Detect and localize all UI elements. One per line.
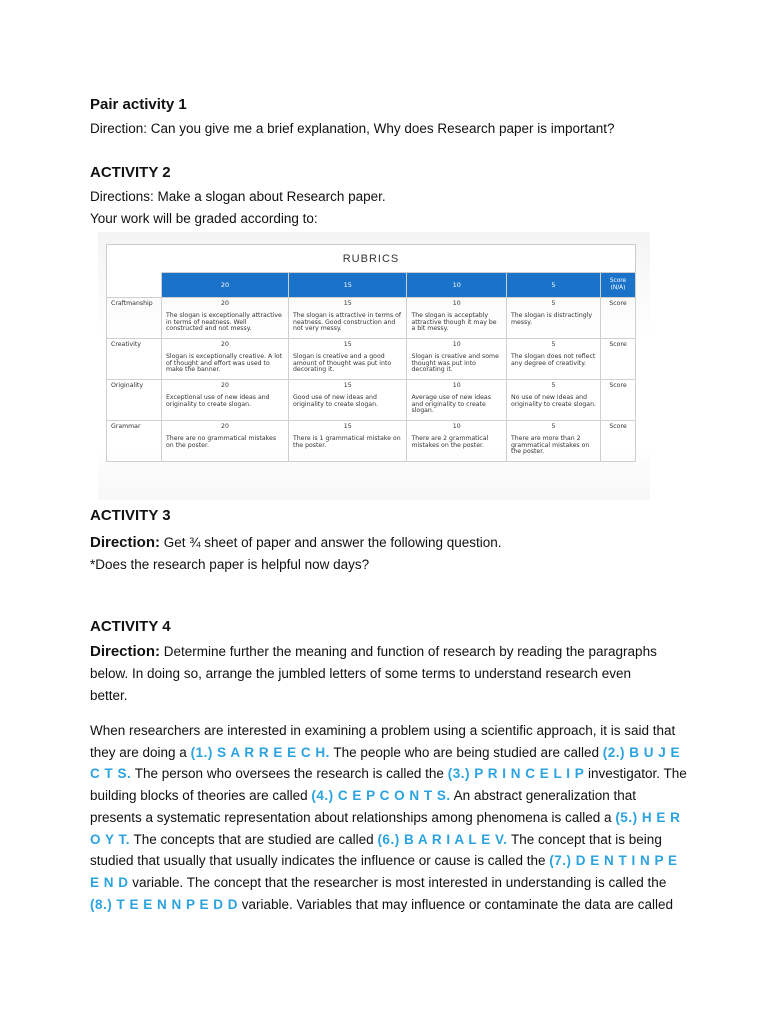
activity2-graded-text: Your work will be graded according to:	[90, 211, 318, 226]
rubric-cell-points: 20	[221, 300, 229, 307]
rubric-cell	[506, 298, 600, 339]
rubric-cell-description: Slogan is creative and some thought was put into decorating it.	[411, 353, 499, 374]
rubric-header-cell: 5	[506, 273, 600, 298]
rubric-cell	[288, 298, 407, 339]
rubric-cell	[407, 380, 506, 421]
activity3-direction	[90, 532, 502, 554]
rubric-cell-description: The slogan is distractingly messy.	[510, 312, 593, 326]
paragraph-text: An abstract generalization that presents a systematic representation about relationships among phenomena is called a	[90, 788, 637, 825]
rubric-score-cell: Score	[601, 298, 636, 339]
paragraph-text: The people who are being studied are called	[329, 744, 603, 760]
paragraph-text: The person who oversees the research is called the	[131, 766, 448, 782]
jumbled-term: (5.) H E R O Y T.	[90, 809, 681, 847]
jumbled-term: (2.) B U J E C T S.	[90, 744, 681, 782]
rubric-title: RUBRICS	[106, 244, 636, 273]
rubric-row	[107, 298, 636, 339]
paragraph-text: variable. The concept that the researcher is most interested in understanding is called the	[128, 874, 667, 890]
rubric-cell	[288, 339, 407, 380]
jumbled-term: (1.) S A R R E E C H.	[190, 744, 330, 760]
rubric-cell-description: There is 1 grammatical mistake on the poster.	[292, 435, 401, 449]
activity4-direction-line3: better.	[90, 688, 128, 703]
rubric-cell-points: 10	[452, 423, 461, 430]
paragraph-text: investigator. The building blocks of theories are called	[90, 766, 687, 804]
paragraph-text: The concepts that are studied are called	[130, 831, 378, 847]
rubric-row	[107, 380, 636, 421]
rubric-cell	[162, 421, 289, 462]
activity4-direction-text: Determine further the meaning and function of research by reading the paragraphs	[163, 644, 657, 659]
rubric-cell	[506, 380, 600, 421]
paragraph-text: variable. Variables that may influence or contaminate the data are called	[238, 896, 674, 912]
rubric-cell	[288, 421, 407, 462]
activity2-direction: Directions: Make a slogan about Research paper.	[90, 189, 386, 204]
rubric-score-cell: Score	[601, 380, 636, 421]
rubric-cell-description: The slogan is exceptionally attractive in terms of neatness. Well constructed and not messy.	[166, 312, 282, 333]
rubric-cell-points: 20	[221, 423, 229, 430]
rubric-cell-description: The slogan is acceptably attractive though it may be a bit messy.	[411, 312, 497, 333]
paragraph-text: The concept that is being studied that usually that usually indicates the influence or cause is called the	[90, 831, 662, 869]
jumbled-term: (4.) C E P C O N T S.	[311, 788, 451, 804]
rubric-cell	[288, 380, 407, 421]
rubric-header-score: Score (N/A)	[601, 273, 636, 298]
jumbled-term: (3.) P R I N C E L I P	[447, 766, 585, 782]
activity3-direction-text: Get ¾ sheet of paper and answer the following question.	[163, 535, 502, 550]
rubric-table	[106, 272, 636, 462]
activity4-direction-label: Direction:	[90, 643, 161, 660]
rubric-cell-points: 5	[551, 423, 556, 430]
rubric-header-cell: 15	[288, 273, 407, 298]
rubric-cell	[162, 380, 289, 421]
rubric-cell-description: The slogan does not reflect any degree of creativity.	[510, 353, 596, 367]
rubric-header-cell: 20	[162, 273, 289, 298]
rubric-cell	[407, 339, 506, 380]
activity3-direction-label: Direction:	[90, 534, 161, 551]
rubric-cell	[506, 421, 600, 462]
rubric-cell-description: Average use of new ideas and originality to create slogan.	[411, 394, 491, 415]
rubric-cell-points: 15	[343, 341, 352, 348]
rubric-cell	[162, 298, 289, 339]
activity3-question: *Does the research paper is helpful now days?	[90, 557, 370, 572]
rubric-cell	[506, 339, 600, 380]
jumbled-term: (8.) T E E N N P E D D	[90, 896, 239, 912]
activity4-paragraph	[90, 720, 690, 915]
rubric-criterion: Grammar	[107, 421, 162, 462]
rubric-cell-description: There are no grammatical mistakes on the poster.	[166, 435, 277, 449]
rubric-criterion: Originality	[107, 380, 162, 421]
rubric-cell	[162, 339, 289, 380]
rubric-cell-description: The slogan is attractive in terms of neatness. Good construction and not very messy.	[292, 312, 402, 333]
rubric-cell	[407, 298, 506, 339]
rubric-row	[107, 339, 636, 380]
rubric-cell-points: 20	[221, 382, 229, 389]
rubric-score-cell: Score	[601, 421, 636, 462]
rubric-header-cell: 10	[407, 273, 506, 298]
rubric-cell-description: Slogan is exceptionally creative. A lot of thought and effort was used to make the banner.	[166, 353, 283, 374]
jumbled-term: (7.) D E N T I N P E E N D	[90, 853, 678, 890]
activity4-title: ACTIVITY 4	[90, 618, 171, 635]
rubric-criterion: Craftmanship	[107, 298, 162, 339]
rubric-row	[107, 421, 636, 462]
activity2-title: ACTIVITY 2	[90, 164, 171, 181]
rubric-cell-description: Good use of new ideas and originality to create slogan.	[292, 394, 378, 408]
rubric-cell-points: 5	[551, 341, 556, 348]
rubric-cell-points: 10	[452, 300, 461, 307]
jumbled-term: (6.) B A R I A L E V.	[377, 831, 508, 847]
rubric-cell-description: No use of new ideas and originality to create slogan.	[510, 394, 596, 408]
rubric-cell-points: 5	[551, 382, 556, 389]
pair-activity-direction: Direction: Can you give me a brief explanation, Why does Research paper is important?	[90, 121, 615, 136]
rubric-cell-description: There are 2 grammatical mistakes on the poster.	[411, 435, 489, 449]
rubric-cell-description: Slogan is creative and a good amount of thought was put into decorating it.	[292, 353, 392, 374]
paragraph-text: When researchers are interested in examining a problem using a scientific approach, it is said that they are doing a	[90, 723, 676, 760]
rubric-cell-points: 10	[452, 382, 461, 389]
rubric-cell-points: 10	[452, 341, 461, 348]
rubric-cell-points: 20	[221, 341, 229, 348]
rubric-cell-points: 5	[551, 300, 556, 307]
rubric-cell-description: Exceptional use of new ideas and originality to create slogan.	[166, 394, 270, 408]
rubric-score-cell: Score	[601, 339, 636, 380]
rubric-cell-points: 15	[343, 423, 352, 430]
rubric-cell-points: 15	[343, 300, 352, 307]
activity4-direction-line2: below. In doing so, arrange the jumbled letters of some terms to understand research even	[90, 666, 632, 681]
activity4-direction-line1	[90, 641, 657, 663]
rubric-image	[98, 232, 650, 500]
pair-activity-title: Pair activity 1	[90, 96, 187, 113]
activity3-title: ACTIVITY 3	[90, 507, 171, 524]
rubric-cell	[407, 421, 506, 462]
rubric-header-criterion	[107, 273, 162, 298]
rubric-cell-points: 15	[343, 382, 352, 389]
rubric-cell-description: There are more than 2 grammatical mistakes on the poster.	[510, 435, 590, 456]
rubric-criterion: Creativity	[107, 339, 162, 380]
